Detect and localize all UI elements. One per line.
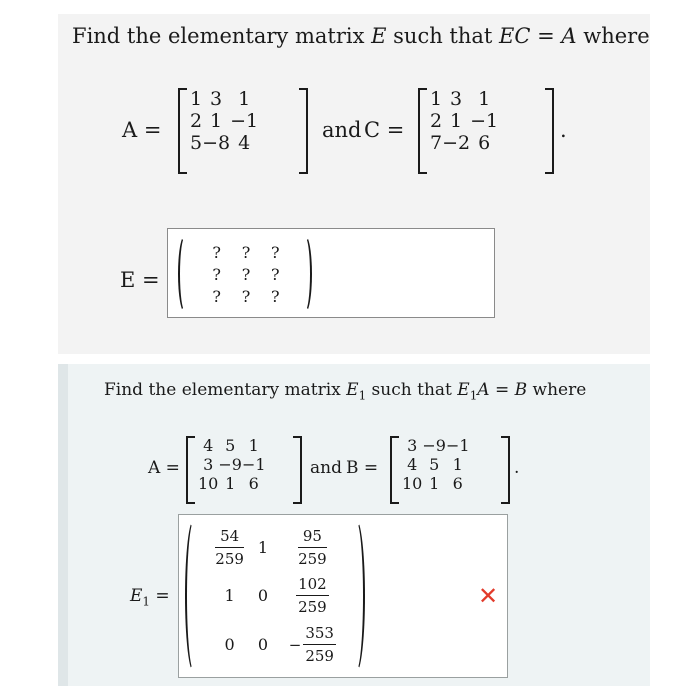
matrix-a2-cell: 4 — [203, 436, 214, 455]
answer-cell: ? — [212, 242, 221, 262]
left-bracket — [390, 436, 399, 504]
prompt-text: where — [576, 24, 650, 48]
equals-sign: = — [489, 380, 515, 400]
matrix-a2 — [186, 436, 302, 504]
answer-cell: ? — [271, 242, 280, 262]
matrix-c-cell: −1 — [470, 110, 499, 132]
matrix-c-cell: 6 — [478, 132, 491, 154]
matrix-e-label: E = — [120, 268, 160, 292]
matrix-a2-cells — [198, 436, 266, 493]
incorrect-mark-icon: ✕ — [478, 582, 499, 610]
matrix-b-cell: −1 — [445, 436, 470, 455]
matrix-a2-cell: 5 — [225, 436, 236, 455]
matrix-a2-cell: −1 — [241, 455, 266, 474]
answer-matrix-2 — [185, 519, 365, 673]
prompt-text: Find the elementary matrix — [72, 24, 372, 48]
matrix-a-cell: 2 — [190, 110, 203, 132]
matrix-a2-cell: 1 — [225, 474, 236, 493]
prompt-text: such that — [386, 24, 500, 48]
answer-input-box-2[interactable] — [178, 514, 508, 678]
matrix-e1-label — [130, 586, 170, 608]
matrix-a-cell: 1 — [190, 88, 203, 110]
matrix-c-cell: −2 — [442, 132, 471, 154]
var-ec: EC — [499, 24, 531, 48]
matrix-c — [418, 88, 554, 174]
matrix-b-cell: 4 — [407, 455, 418, 474]
matrix-a-cell: 4 — [238, 132, 251, 154]
matrix-a-cell: −8 — [202, 132, 231, 154]
subscript: 1 — [358, 388, 367, 403]
matrix-c-label: C = — [364, 118, 405, 142]
question-2-prompt — [104, 380, 586, 402]
var-e1a: E — [457, 380, 470, 400]
subscript: 1 — [469, 388, 478, 403]
var-b: B — [514, 380, 528, 400]
matrix-a2-cell: −9 — [218, 455, 242, 474]
matrix-c-cell: 1 — [450, 110, 463, 132]
matrix-a2-cell: 3 — [203, 455, 214, 474]
equals-sign: = — [150, 586, 170, 606]
var-a: A — [477, 380, 490, 400]
right-bracket — [501, 436, 510, 504]
matrix-a-cells — [190, 88, 258, 154]
answer-cells — [202, 241, 290, 307]
matrix-c-cell: 7 — [430, 132, 443, 154]
left-paren — [178, 235, 192, 313]
answer-cell: ? — [241, 286, 251, 306]
left-paren — [185, 519, 203, 673]
matrix-a — [178, 88, 308, 174]
answer-cell: ? — [212, 264, 221, 284]
matrix-a2-cell: 6 — [248, 474, 259, 493]
period: . — [514, 458, 520, 478]
matrix-a-label: A = — [148, 458, 180, 478]
matrix-b-cell: 1 — [452, 455, 463, 474]
var-a: A — [561, 24, 577, 48]
matrix-b-cell: 1 — [429, 474, 440, 493]
prompt-text: such that — [366, 380, 458, 400]
matrix-b-cells — [402, 436, 470, 493]
matrix-a-cell: 1 — [238, 88, 251, 110]
answer-cell: ? — [241, 264, 251, 284]
matrix-a-cell: 5 — [190, 132, 203, 154]
matrix-b-cell: 3 — [407, 436, 418, 455]
var-e: E — [371, 24, 387, 48]
matrix-c-cell: 1 — [478, 88, 491, 110]
period: . — [560, 118, 567, 142]
right-bracket — [299, 88, 308, 174]
answer-cell: ? — [212, 286, 221, 306]
answer-cell: ? — [241, 242, 251, 262]
matrix-b — [390, 436, 510, 504]
var-e1: E — [130, 586, 143, 606]
matrix-a-cell: −1 — [230, 110, 259, 132]
matrix-a2-cell: 1 — [248, 436, 259, 455]
left-bracket — [186, 436, 195, 504]
right-paren — [298, 235, 312, 313]
matrix-b-cell: 6 — [452, 474, 463, 493]
and-label: and — [310, 458, 342, 478]
right-bracket — [293, 436, 302, 504]
matrix-a-label: A = — [122, 118, 162, 142]
and-label: and — [322, 118, 362, 142]
matrix-c-cell: 1 — [430, 88, 443, 110]
matrix-b-cell: −9 — [422, 436, 446, 455]
question-1-prompt — [72, 24, 650, 48]
matrix-c-cell: 2 — [430, 110, 443, 132]
prompt-text: Find the elementary matrix — [104, 380, 347, 400]
var-e1: E — [346, 380, 359, 400]
matrix-b-label: B = — [346, 458, 379, 478]
equals-sign: = — [530, 24, 562, 48]
matrix-c-cell: 3 — [450, 88, 463, 110]
matrix-a-cell: 3 — [210, 88, 223, 110]
prompt-text: where — [527, 380, 587, 400]
matrix-c-cells — [430, 88, 498, 154]
right-bracket — [545, 88, 554, 174]
answer-matrix — [178, 235, 312, 313]
matrix-b-cell: 10 — [402, 474, 423, 493]
answer-input-box[interactable] — [167, 228, 495, 318]
matrix-b-cell: 5 — [429, 455, 440, 474]
answer-cell: ? — [271, 264, 280, 284]
matrix-a2-cell: 10 — [198, 474, 219, 493]
matrix-a-cell: 1 — [210, 110, 223, 132]
left-bracket — [418, 88, 427, 174]
answer-cells-2: $\frac{54}{259}$ 1 $\frac{95}{259}$ 1 0 $\frac{102}{259}$ 0 0 − $\frac{353}{259}$ — [215, 526, 334, 666]
answer-cell: ? — [271, 286, 280, 306]
subscript: 1 — [142, 594, 150, 609]
left-bracket — [178, 88, 187, 174]
